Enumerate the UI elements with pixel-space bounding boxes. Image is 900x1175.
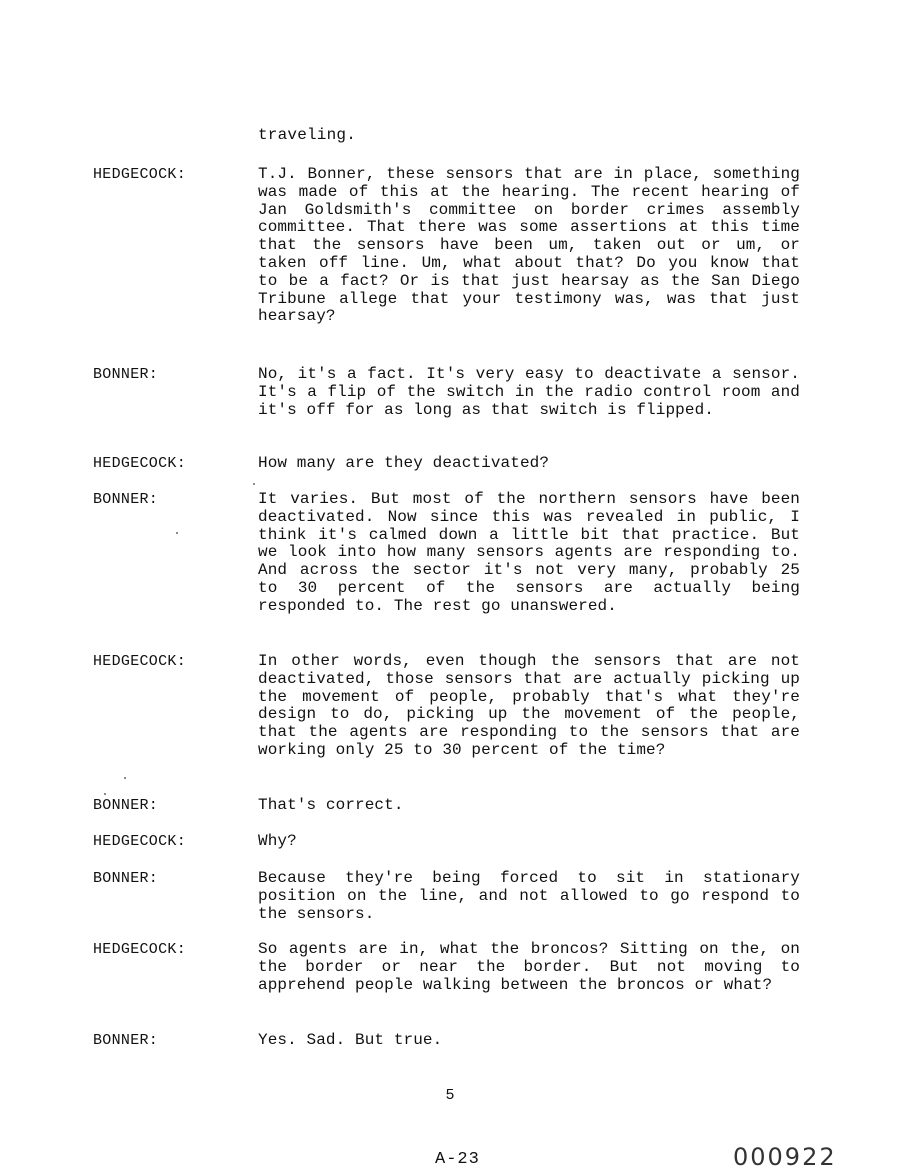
- speech-text: In other words, even though the sensors that are not deactivated, those sensors that are actually picking up the movement of people, probably that's what they're design to do, picking up the movement of the people, that the agents are responding to the sensors that are working only 25 to 30 percent of the time?: [258, 652, 800, 759]
- exhibit-label: A-23: [435, 1150, 480, 1169]
- speaker-label: BONNER:: [93, 870, 159, 887]
- scan-speck: [104, 793, 106, 795]
- speaker-label: HEDGECOCK:: [93, 833, 187, 850]
- speaker-label: HEDGECOCK:: [93, 166, 187, 183]
- speech-text: No, it's a fact. It's very easy to deactivate a sensor. It's a flip of the switch in the radio control room and it's off for as long as that switch is flipped.: [258, 365, 800, 419]
- page-number: 5: [445, 1087, 455, 1104]
- speaker-label: HEDGECOCK:: [93, 455, 187, 472]
- speech-text: Yes. Sad. But true.: [258, 1031, 443, 1049]
- speaker-label: BONNER:: [93, 366, 159, 383]
- speech-text: T.J. Bonner, these sensors that are in place, something was made of this at the hearing. The recent hearing of Jan Goldsmith's committee on border crimes assembly committee. That there was some assertions at this time that the sensors have been um, taken out or um, or taken off line. Um, what about that? Do you know that to be a fact? Or is that just hearsay as the San Diego Tribune allege that your testimony was, was that just hearsay?: [258, 165, 800, 326]
- speaker-label: BONNER:: [93, 1032, 159, 1049]
- speech-text: Why?: [258, 832, 297, 850]
- scan-speck: [176, 532, 178, 534]
- speaker-label: HEDGECOCK:: [93, 941, 187, 958]
- speech-text: How many are they deactivated?: [258, 454, 550, 472]
- continuation-text: traveling.: [258, 126, 357, 144]
- speech-text: So agents are in, what the broncos? Sitting on the, on the border or near the border. But not moving to apprehend people walking between the broncos or what?: [258, 940, 800, 994]
- speaker-label: BONNER:: [93, 491, 159, 508]
- speech-text: It varies. But most of the northern sensors have been deactivated. Now since this was revealed in public, I think it's calmed down a little bit that practice. But we look into how many sensors agents are responding to. And across the sector it's not very many, probably 25 to 30 percent of the sensors are actually being responded to. The rest go unanswered.: [258, 490, 800, 615]
- speaker-label: BONNER:: [93, 797, 159, 814]
- bates-number: 000922: [733, 1143, 837, 1171]
- scan-speck: [253, 483, 255, 485]
- speech-text: Because they're being forced to sit in stationary position on the line, and not allowed to go respond to the sensors.: [258, 869, 800, 923]
- speech-text: That's correct.: [258, 796, 404, 814]
- speaker-label: HEDGECOCK:: [93, 653, 187, 670]
- scan-speck: [124, 777, 126, 779]
